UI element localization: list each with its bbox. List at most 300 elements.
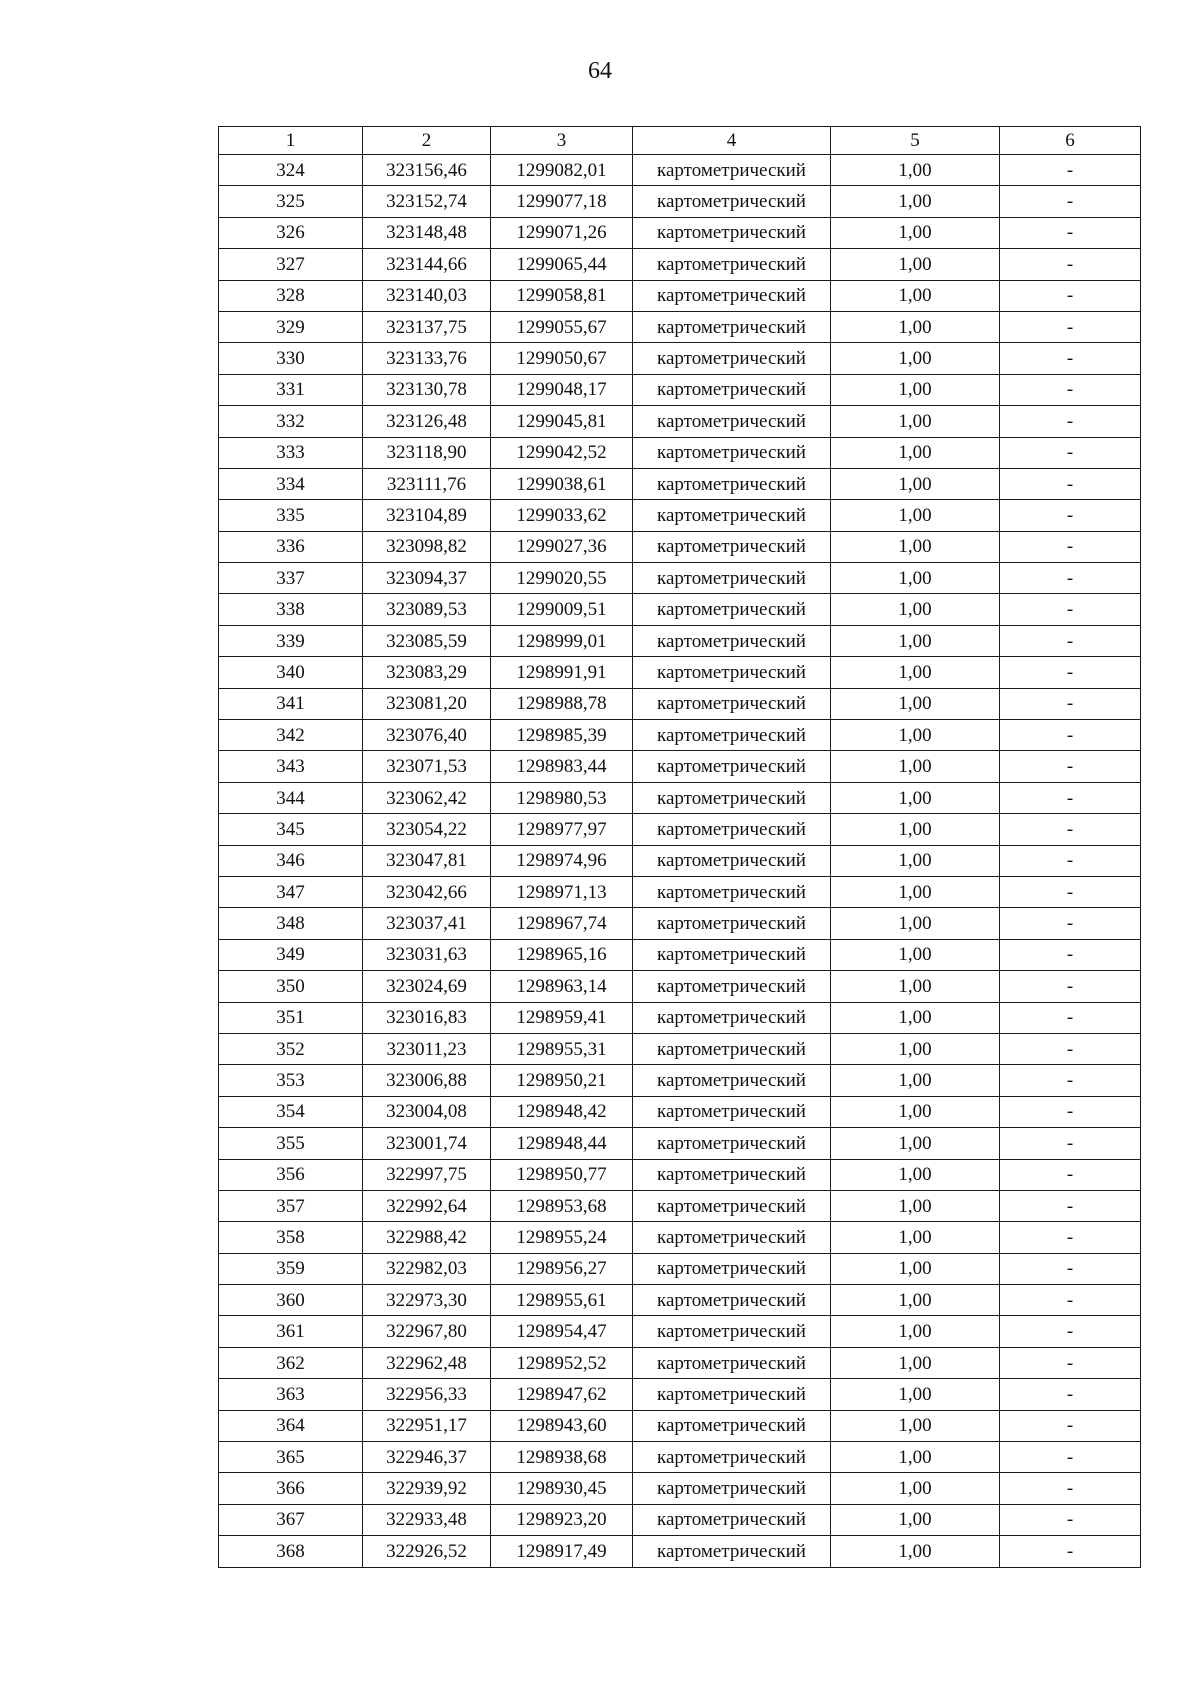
y-coordinate-cell: 1298977,97 — [491, 814, 633, 845]
description-cell: - — [1000, 1190, 1141, 1221]
x-coordinate-cell: 323011,23 — [363, 1033, 491, 1064]
table-row — [219, 1410, 1141, 1441]
table-row — [219, 217, 1141, 248]
accuracy-cell: 1,00 — [831, 876, 1000, 907]
method-cell: картометрический — [633, 1033, 831, 1064]
description-cell: - — [1000, 939, 1141, 970]
accuracy-cell: 1,00 — [831, 908, 1000, 939]
accuracy-cell: 1,00 — [831, 1033, 1000, 1064]
method-cell: картометрический — [633, 1190, 831, 1221]
accuracy-cell: 1,00 — [831, 1096, 1000, 1127]
x-coordinate-cell: 323152,74 — [363, 186, 491, 217]
accuracy-cell: 1,00 — [831, 1442, 1000, 1473]
x-coordinate-cell: 322926,52 — [363, 1536, 491, 1567]
table-row — [219, 406, 1141, 437]
method-cell: картометрический — [633, 500, 831, 531]
method-cell: картометрический — [633, 1410, 831, 1441]
description-cell: - — [1000, 155, 1141, 186]
x-coordinate-cell: 323062,42 — [363, 782, 491, 813]
method-cell: картометрический — [633, 311, 831, 342]
x-coordinate-cell: 323042,66 — [363, 876, 491, 907]
table-row — [219, 1347, 1141, 1378]
y-coordinate-cell: 1298930,45 — [491, 1473, 633, 1504]
description-cell: - — [1000, 1504, 1141, 1535]
y-coordinate-cell: 1299050,67 — [491, 343, 633, 374]
point-number-cell: 333 — [219, 437, 363, 468]
accuracy-cell: 1,00 — [831, 971, 1000, 1002]
point-number-cell: 354 — [219, 1096, 363, 1127]
table-row — [219, 876, 1141, 907]
point-number-cell: 334 — [219, 468, 363, 499]
description-cell: - — [1000, 1536, 1141, 1567]
table-row — [219, 657, 1141, 688]
y-coordinate-cell: 1298947,62 — [491, 1379, 633, 1410]
accuracy-cell: 1,00 — [831, 500, 1000, 531]
x-coordinate-cell: 322997,75 — [363, 1159, 491, 1190]
y-coordinate-cell: 1298917,49 — [491, 1536, 633, 1567]
x-coordinate-cell: 323111,76 — [363, 468, 491, 499]
accuracy-cell: 1,00 — [831, 939, 1000, 970]
point-number-cell: 345 — [219, 814, 363, 845]
accuracy-cell: 1,00 — [831, 814, 1000, 845]
y-coordinate-cell: 1298988,78 — [491, 688, 633, 719]
column-header: 5 — [831, 127, 1000, 155]
point-number-cell: 358 — [219, 1222, 363, 1253]
accuracy-cell: 1,00 — [831, 374, 1000, 405]
point-number-cell: 353 — [219, 1065, 363, 1096]
accuracy-cell: 1,00 — [831, 782, 1000, 813]
description-cell: - — [1000, 1096, 1141, 1127]
method-cell: картометрический — [633, 657, 831, 688]
accuracy-cell: 1,00 — [831, 468, 1000, 499]
x-coordinate-cell: 323004,08 — [363, 1096, 491, 1127]
x-coordinate-cell: 323085,59 — [363, 625, 491, 656]
description-cell: - — [1000, 374, 1141, 405]
method-cell: картометрический — [633, 280, 831, 311]
method-cell: картометрический — [633, 217, 831, 248]
table-row — [219, 594, 1141, 625]
table-row — [219, 1285, 1141, 1316]
x-coordinate-cell: 322946,37 — [363, 1442, 491, 1473]
description-cell: - — [1000, 406, 1141, 437]
point-number-cell: 326 — [219, 217, 363, 248]
table-row — [219, 1536, 1141, 1567]
table-row — [219, 939, 1141, 970]
table-row — [219, 531, 1141, 562]
accuracy-cell: 1,00 — [831, 657, 1000, 688]
point-number-cell: 329 — [219, 311, 363, 342]
table-row — [219, 908, 1141, 939]
description-cell: - — [1000, 437, 1141, 468]
column-header: 6 — [1000, 127, 1141, 155]
y-coordinate-cell: 1299020,55 — [491, 563, 633, 594]
x-coordinate-cell: 322988,42 — [363, 1222, 491, 1253]
point-number-cell: 360 — [219, 1285, 363, 1316]
description-cell: - — [1000, 1379, 1141, 1410]
point-number-cell: 332 — [219, 406, 363, 437]
point-number-cell: 363 — [219, 1379, 363, 1410]
point-number-cell: 331 — [219, 374, 363, 405]
table-row — [219, 782, 1141, 813]
method-cell: картометрический — [633, 751, 831, 782]
description-cell: - — [1000, 1316, 1141, 1347]
y-coordinate-cell: 1299038,61 — [491, 468, 633, 499]
method-cell: картометрический — [633, 1536, 831, 1567]
x-coordinate-cell: 323137,75 — [363, 311, 491, 342]
table-row — [219, 280, 1141, 311]
table-row — [219, 1002, 1141, 1033]
point-number-cell: 359 — [219, 1253, 363, 1284]
x-coordinate-cell: 323081,20 — [363, 688, 491, 719]
point-number-cell: 368 — [219, 1536, 363, 1567]
description-cell: - — [1000, 1222, 1141, 1253]
x-coordinate-cell: 323133,76 — [363, 343, 491, 374]
description-cell: - — [1000, 1473, 1141, 1504]
column-header: 4 — [633, 127, 831, 155]
point-number-cell: 336 — [219, 531, 363, 562]
x-coordinate-cell: 323047,81 — [363, 845, 491, 876]
description-cell: - — [1000, 249, 1141, 280]
description-cell: - — [1000, 500, 1141, 531]
point-number-cell: 330 — [219, 343, 363, 374]
accuracy-cell: 1,00 — [831, 1222, 1000, 1253]
x-coordinate-cell: 323148,48 — [363, 217, 491, 248]
method-cell: картометрический — [633, 186, 831, 217]
description-cell: - — [1000, 1002, 1141, 1033]
y-coordinate-cell: 1298950,21 — [491, 1065, 633, 1096]
accuracy-cell: 1,00 — [831, 1347, 1000, 1378]
point-number-cell: 356 — [219, 1159, 363, 1190]
x-coordinate-cell: 323083,29 — [363, 657, 491, 688]
table-row — [219, 1442, 1141, 1473]
description-cell: - — [1000, 311, 1141, 342]
method-cell: картометрический — [633, 908, 831, 939]
accuracy-cell: 1,00 — [831, 845, 1000, 876]
accuracy-cell: 1,00 — [831, 1410, 1000, 1441]
y-coordinate-cell: 1298983,44 — [491, 751, 633, 782]
table-row — [219, 155, 1141, 186]
accuracy-cell: 1,00 — [831, 1379, 1000, 1410]
table-row — [219, 1379, 1141, 1410]
point-number-cell: 328 — [219, 280, 363, 311]
method-cell: картометрический — [633, 782, 831, 813]
y-coordinate-cell: 1299048,17 — [491, 374, 633, 405]
point-number-cell: 352 — [219, 1033, 363, 1064]
y-coordinate-cell: 1298948,44 — [491, 1128, 633, 1159]
y-coordinate-cell: 1299027,36 — [491, 531, 633, 562]
accuracy-cell: 1,00 — [831, 249, 1000, 280]
accuracy-cell: 1,00 — [831, 563, 1000, 594]
method-cell: картометрический — [633, 594, 831, 625]
table-row — [219, 563, 1141, 594]
table-row — [219, 249, 1141, 280]
table-row — [219, 720, 1141, 751]
table-row — [219, 1253, 1141, 1284]
point-number-cell: 362 — [219, 1347, 363, 1378]
column-header: 3 — [491, 127, 633, 155]
x-coordinate-cell: 323130,78 — [363, 374, 491, 405]
accuracy-cell: 1,00 — [831, 343, 1000, 374]
method-cell: картометрический — [633, 249, 831, 280]
description-cell: - — [1000, 563, 1141, 594]
description-cell: - — [1000, 845, 1141, 876]
accuracy-cell: 1,00 — [831, 531, 1000, 562]
x-coordinate-cell: 322956,33 — [363, 1379, 491, 1410]
y-coordinate-cell: 1298985,39 — [491, 720, 633, 751]
accuracy-cell: 1,00 — [831, 1253, 1000, 1284]
point-number-cell: 361 — [219, 1316, 363, 1347]
method-cell: картометрический — [633, 1504, 831, 1535]
point-number-cell: 344 — [219, 782, 363, 813]
y-coordinate-cell: 1298999,01 — [491, 625, 633, 656]
table-row — [219, 374, 1141, 405]
point-number-cell: 324 — [219, 155, 363, 186]
table-row — [219, 500, 1141, 531]
method-cell: картометрический — [633, 155, 831, 186]
x-coordinate-cell: 323104,89 — [363, 500, 491, 531]
table-row — [219, 1159, 1141, 1190]
x-coordinate-cell: 322962,48 — [363, 1347, 491, 1378]
y-coordinate-cell: 1298959,41 — [491, 1002, 633, 1033]
y-coordinate-cell: 1299045,81 — [491, 406, 633, 437]
method-cell: картометрический — [633, 1285, 831, 1316]
method-cell: картометрический — [633, 876, 831, 907]
table-row — [219, 1504, 1141, 1535]
y-coordinate-cell: 1298956,27 — [491, 1253, 633, 1284]
y-coordinate-cell: 1298980,53 — [491, 782, 633, 813]
accuracy-cell: 1,00 — [831, 406, 1000, 437]
method-cell: картометрический — [633, 1253, 831, 1284]
accuracy-cell: 1,00 — [831, 186, 1000, 217]
description-cell: - — [1000, 1285, 1141, 1316]
method-cell: картометрический — [633, 563, 831, 594]
accuracy-cell: 1,00 — [831, 1065, 1000, 1096]
y-coordinate-cell: 1298954,47 — [491, 1316, 633, 1347]
y-coordinate-cell: 1298963,14 — [491, 971, 633, 1002]
method-cell: картометрический — [633, 437, 831, 468]
description-cell: - — [1000, 876, 1141, 907]
point-number-cell: 351 — [219, 1002, 363, 1033]
y-coordinate-cell: 1298953,68 — [491, 1190, 633, 1221]
y-coordinate-cell: 1299033,62 — [491, 500, 633, 531]
description-cell: - — [1000, 1442, 1141, 1473]
method-cell: картометрический — [633, 468, 831, 499]
method-cell: картометрический — [633, 531, 831, 562]
accuracy-cell: 1,00 — [831, 1285, 1000, 1316]
x-coordinate-cell: 323037,41 — [363, 908, 491, 939]
accuracy-cell: 1,00 — [831, 155, 1000, 186]
method-cell: картометрический — [633, 1222, 831, 1253]
accuracy-cell: 1,00 — [831, 280, 1000, 311]
x-coordinate-cell: 323156,46 — [363, 155, 491, 186]
description-cell: - — [1000, 782, 1141, 813]
accuracy-cell: 1,00 — [831, 1473, 1000, 1504]
description-cell: - — [1000, 625, 1141, 656]
description-cell: - — [1000, 688, 1141, 719]
method-cell: картометрический — [633, 1379, 831, 1410]
y-coordinate-cell: 1299071,26 — [491, 217, 633, 248]
x-coordinate-cell: 322973,30 — [363, 1285, 491, 1316]
method-cell: картометрический — [633, 343, 831, 374]
method-cell: картометрический — [633, 1316, 831, 1347]
y-coordinate-cell: 1298955,24 — [491, 1222, 633, 1253]
method-cell: картометрический — [633, 1347, 831, 1378]
point-number-cell: 339 — [219, 625, 363, 656]
point-number-cell: 350 — [219, 971, 363, 1002]
description-cell: - — [1000, 1347, 1141, 1378]
y-coordinate-cell: 1298948,42 — [491, 1096, 633, 1127]
table-row — [219, 1316, 1141, 1347]
table-row — [219, 751, 1141, 782]
table-row — [219, 1065, 1141, 1096]
x-coordinate-cell: 323098,82 — [363, 531, 491, 562]
method-cell: картометрический — [633, 971, 831, 1002]
method-cell: картометрический — [633, 1065, 831, 1096]
accuracy-cell: 1,00 — [831, 1536, 1000, 1567]
method-cell: картометрический — [633, 1473, 831, 1504]
method-cell: картометрический — [633, 814, 831, 845]
x-coordinate-cell: 322992,64 — [363, 1190, 491, 1221]
description-cell: - — [1000, 720, 1141, 751]
y-coordinate-cell: 1298974,96 — [491, 845, 633, 876]
table-row — [219, 688, 1141, 719]
table-row — [219, 186, 1141, 217]
description-cell: - — [1000, 657, 1141, 688]
x-coordinate-cell: 323126,48 — [363, 406, 491, 437]
accuracy-cell: 1,00 — [831, 751, 1000, 782]
point-number-cell: 337 — [219, 563, 363, 594]
x-coordinate-cell: 322939,92 — [363, 1473, 491, 1504]
method-cell: картометрический — [633, 1442, 831, 1473]
x-coordinate-cell: 323076,40 — [363, 720, 491, 751]
description-cell: - — [1000, 1128, 1141, 1159]
x-coordinate-cell: 323118,90 — [363, 437, 491, 468]
y-coordinate-cell: 1299009,51 — [491, 594, 633, 625]
description-cell: - — [1000, 531, 1141, 562]
table-row — [219, 468, 1141, 499]
y-coordinate-cell: 1298950,77 — [491, 1159, 633, 1190]
table-row — [219, 343, 1141, 374]
description-cell: - — [1000, 908, 1141, 939]
point-number-cell: 355 — [219, 1128, 363, 1159]
method-cell: картометрический — [633, 1096, 831, 1127]
description-cell: - — [1000, 1159, 1141, 1190]
table-row — [219, 1128, 1141, 1159]
table-row — [219, 625, 1141, 656]
point-number-cell: 325 — [219, 186, 363, 217]
description-cell: - — [1000, 1033, 1141, 1064]
description-cell: - — [1000, 280, 1141, 311]
point-number-cell: 342 — [219, 720, 363, 751]
description-cell: - — [1000, 1410, 1141, 1441]
table-row — [219, 971, 1141, 1002]
point-number-cell: 341 — [219, 688, 363, 719]
y-coordinate-cell: 1298991,91 — [491, 657, 633, 688]
table-row — [219, 1033, 1141, 1064]
description-cell: - — [1000, 814, 1141, 845]
x-coordinate-cell: 323016,83 — [363, 1002, 491, 1033]
description-cell: - — [1000, 186, 1141, 217]
point-number-cell: 349 — [219, 939, 363, 970]
x-coordinate-cell: 323094,37 — [363, 563, 491, 594]
x-coordinate-cell: 322967,80 — [363, 1316, 491, 1347]
point-number-cell: 340 — [219, 657, 363, 688]
y-coordinate-cell: 1298923,20 — [491, 1504, 633, 1535]
point-number-cell: 327 — [219, 249, 363, 280]
description-cell: - — [1000, 594, 1141, 625]
description-cell: - — [1000, 1253, 1141, 1284]
accuracy-cell: 1,00 — [831, 720, 1000, 751]
point-number-cell: 348 — [219, 908, 363, 939]
method-cell: картометрический — [633, 939, 831, 970]
accuracy-cell: 1,00 — [831, 217, 1000, 248]
method-cell: картометрический — [633, 1002, 831, 1033]
description-cell: - — [1000, 468, 1141, 499]
point-number-cell: 364 — [219, 1410, 363, 1441]
accuracy-cell: 1,00 — [831, 311, 1000, 342]
accuracy-cell: 1,00 — [831, 1504, 1000, 1535]
y-coordinate-cell: 1299058,81 — [491, 280, 633, 311]
x-coordinate-cell: 323006,88 — [363, 1065, 491, 1096]
table-row — [219, 437, 1141, 468]
accuracy-cell: 1,00 — [831, 594, 1000, 625]
description-cell: - — [1000, 1065, 1141, 1096]
table-row — [219, 1222, 1141, 1253]
method-cell: картометрический — [633, 720, 831, 751]
accuracy-cell: 1,00 — [831, 1159, 1000, 1190]
table-row — [219, 1473, 1141, 1504]
table-row — [219, 1096, 1141, 1127]
point-number-cell: 367 — [219, 1504, 363, 1535]
point-number-cell: 343 — [219, 751, 363, 782]
header-row — [219, 127, 1141, 155]
accuracy-cell: 1,00 — [831, 1002, 1000, 1033]
table-row — [219, 845, 1141, 876]
y-coordinate-cell: 1298938,68 — [491, 1442, 633, 1473]
accuracy-cell: 1,00 — [831, 688, 1000, 719]
x-coordinate-cell: 322982,03 — [363, 1253, 491, 1284]
y-coordinate-cell: 1299065,44 — [491, 249, 633, 280]
point-number-cell: 357 — [219, 1190, 363, 1221]
point-number-cell: 366 — [219, 1473, 363, 1504]
table-row — [219, 311, 1141, 342]
column-header: 1 — [219, 127, 363, 155]
point-number-cell: 347 — [219, 876, 363, 907]
accuracy-cell: 1,00 — [831, 1128, 1000, 1159]
x-coordinate-cell: 323144,66 — [363, 249, 491, 280]
description-cell: - — [1000, 217, 1141, 248]
description-cell: - — [1000, 751, 1141, 782]
accuracy-cell: 1,00 — [831, 1316, 1000, 1347]
point-number-cell: 338 — [219, 594, 363, 625]
point-number-cell: 335 — [219, 500, 363, 531]
x-coordinate-cell: 323071,53 — [363, 751, 491, 782]
point-number-cell: 365 — [219, 1442, 363, 1473]
x-coordinate-cell: 323024,69 — [363, 971, 491, 1002]
method-cell: картометрический — [633, 1159, 831, 1190]
table-row — [219, 814, 1141, 845]
accuracy-cell: 1,00 — [831, 1190, 1000, 1221]
table-row — [219, 1190, 1141, 1221]
accuracy-cell: 1,00 — [831, 625, 1000, 656]
y-coordinate-cell: 1299055,67 — [491, 311, 633, 342]
x-coordinate-cell: 323089,53 — [363, 594, 491, 625]
y-coordinate-cell: 1298943,60 — [491, 1410, 633, 1441]
x-coordinate-cell: 323140,03 — [363, 280, 491, 311]
method-cell: картометрический — [633, 625, 831, 656]
coordinates-table — [218, 126, 1141, 1568]
x-coordinate-cell: 323001,74 — [363, 1128, 491, 1159]
